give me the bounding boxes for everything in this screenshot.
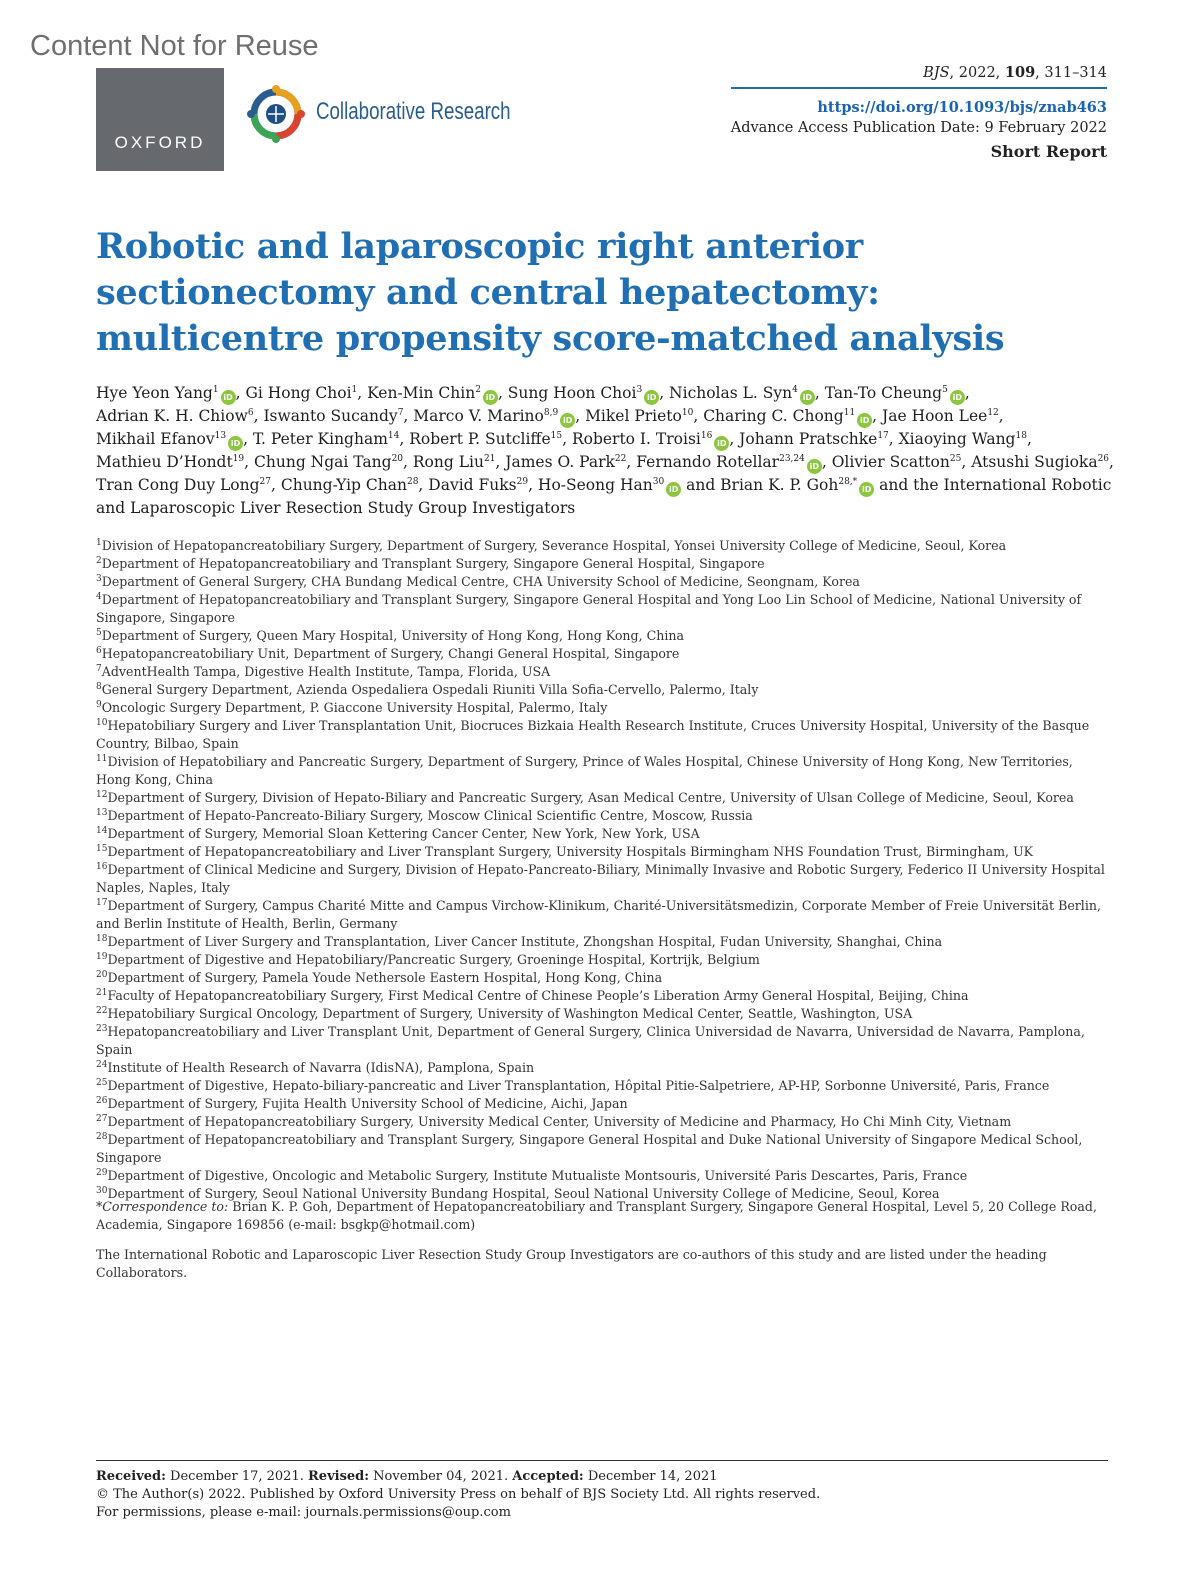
affiliation-text: Hepatopancreatobiliary and Liver Transplant Unit, Department of General Surgery, Clinica Universidad de Navarra, Universidad de Navarra, Pamplona, Spain bbox=[96, 1024, 1085, 1057]
affiliation-item bbox=[96, 951, 1108, 969]
author-affiliation-marker: 10 bbox=[681, 407, 694, 418]
author-affiliation-marker: 4 bbox=[792, 384, 798, 395]
accepted-label: Accepted: bbox=[512, 1469, 584, 1484]
author-name: James O. Park bbox=[505, 453, 615, 471]
affiliation-number: 13 bbox=[96, 807, 108, 818]
affiliation-item bbox=[96, 897, 1108, 933]
affiliation-item bbox=[96, 933, 1108, 951]
affiliation-text: Hepatopancreatobiliary Unit, Department of Surgery, Changi General Hospital, Singapore bbox=[101, 646, 680, 661]
affiliation-text: Institute of Health Research of Navarra (IdisNA), Pamplona, Spain bbox=[107, 1060, 535, 1075]
footer bbox=[96, 1468, 1108, 1522]
received-date: December 17, 2021. bbox=[165, 1469, 308, 1484]
author-affiliation-marker: 1 bbox=[212, 384, 219, 395]
affiliation-item bbox=[96, 1077, 1108, 1095]
affiliation-number: 1 bbox=[96, 537, 102, 548]
doi-link[interactable]: https://doi.org/10.1093/bjs/znab463 bbox=[817, 99, 1107, 116]
author-affiliation-marker: 30 bbox=[652, 476, 665, 487]
revised-date: November 04, 2021. bbox=[369, 1469, 513, 1484]
author-name: Charing C. Chong bbox=[703, 407, 844, 425]
affiliation-number: 23 bbox=[96, 1023, 108, 1034]
affiliation-text: Department of Hepatopancreatobiliary and Transplant Surgery, Singapore General Hospital and Yong Loo Lin School of Medicine, National University of Singapore, Singapore bbox=[96, 592, 1082, 625]
affiliation-text: Department of Hepatopancreatobiliary and Transplant Surgery, Singapore General Hospital and Duke National University of Singapore Medical School, Singapore bbox=[96, 1132, 1083, 1165]
author-affiliation-marker: 1 bbox=[351, 384, 358, 395]
author-separator: , bbox=[961, 453, 972, 471]
affiliation-item bbox=[96, 1113, 1108, 1131]
copyright: © The Author(s) 2022. Published by Oxford University Press on behalf of BJS Society Ltd. All rights reserved. bbox=[96, 1487, 821, 1502]
author-separator: , bbox=[418, 476, 429, 494]
author-affiliation-marker: 12 bbox=[987, 407, 999, 418]
author-name: Mikel Prieto bbox=[585, 407, 682, 425]
affiliation-item bbox=[96, 807, 1108, 825]
affiliation-item bbox=[96, 1167, 1108, 1185]
author-separator: , bbox=[872, 407, 883, 425]
author-name: Robert P. Sutcliffe bbox=[409, 430, 551, 448]
author-name: Iswanto Sucandy bbox=[263, 407, 398, 425]
author-name: Ho-Seong Han bbox=[537, 476, 653, 494]
author-name: Tan-To Cheung bbox=[824, 384, 943, 402]
affiliation-number: 5 bbox=[96, 627, 102, 638]
affiliation-text: General Surgery Department, Azienda Ospedaliera Ospedali Riuniti Villa Sofia-Cervello, Palermo, Italy bbox=[101, 682, 759, 697]
author-separator: , bbox=[528, 476, 538, 494]
orcid-icon[interactable]: iD bbox=[950, 390, 965, 405]
affiliation-number: 9 bbox=[96, 699, 102, 710]
affiliation-number: 20 bbox=[96, 969, 108, 980]
affiliation-text: Department of Surgery, Fujita Health University School of Medicine, Aichi, Japan bbox=[107, 1096, 628, 1111]
affiliation-text: Department of Surgery, Division of Hepato-Biliary and Pancreatic Surgery, Asan Medical Centre, University of Ulsan College of Medicine, Seoul, Korea bbox=[107, 790, 1074, 805]
author-separator: , bbox=[403, 453, 413, 471]
affiliation-text: Department of Surgery, Seoul National University Bundang Hospital, Seoul National University College of Medicine, Seoul, Korea bbox=[107, 1186, 940, 1201]
affiliation-number: 28 bbox=[96, 1131, 108, 1142]
author-name: Fernando Rotellar bbox=[636, 453, 780, 471]
affiliation-item bbox=[96, 591, 1108, 627]
affiliation-list bbox=[96, 537, 1108, 1203]
affiliation-item bbox=[96, 627, 1108, 645]
orcid-icon[interactable]: iD bbox=[560, 413, 575, 428]
author-affiliation-marker: 18 bbox=[1015, 430, 1027, 441]
footer-divider bbox=[96, 1460, 1108, 1461]
affiliation-number: 22 bbox=[96, 1005, 108, 1016]
author-line bbox=[96, 382, 1106, 405]
citation-year: , 2022, bbox=[949, 65, 1005, 81]
author-affiliation-marker: 29 bbox=[516, 476, 529, 487]
affiliation-text: Department of Hepatopancreatobiliary and Transplant Surgery, Singapore General Hospital, Singapore bbox=[101, 556, 765, 571]
author-name: Mikhail Efanov bbox=[96, 430, 215, 448]
author-name: Atsushi Sugioka bbox=[971, 453, 1098, 471]
orcid-icon[interactable]: iD bbox=[807, 459, 822, 474]
author-separator: , bbox=[495, 453, 506, 471]
accepted-date: December 14, 2021 bbox=[583, 1469, 718, 1484]
author-name: Sung Hoon Choi bbox=[507, 384, 637, 402]
affiliation-text: Department of Hepatopancreatobiliary and Liver Transplant Surgery, University Hospitals Birmingham NHS Foundation Trust, Birmingham, UK bbox=[107, 844, 1034, 859]
author-affiliation-marker: 7 bbox=[397, 407, 404, 418]
author-separator: , bbox=[693, 407, 704, 425]
affiliation-item bbox=[96, 1023, 1108, 1059]
citation-pages: , 311–314 bbox=[1035, 65, 1107, 81]
affiliation-item bbox=[96, 681, 1108, 699]
affiliation-text: Department of Digestive and Hepatobiliary/Pancreatic Surgery, Groeninge Hospital, Kortrijk, Belgium bbox=[107, 952, 760, 967]
orcid-icon[interactable]: iD bbox=[228, 436, 243, 451]
author-name: Jae Hoon Lee bbox=[882, 407, 988, 425]
affiliation-text: Department of Digestive, Oncologic and Metabolic Surgery, Institute Mutualiste Montsouris, Université Paris Descartes, Paris, France bbox=[107, 1168, 968, 1183]
affiliation-text: AdventHealth Tampa, Digestive Health Institute, Tampa, Florida, USA bbox=[101, 664, 551, 679]
author-separator: and the International Robotic bbox=[874, 476, 1112, 494]
orcid-icon[interactable]: iD bbox=[800, 390, 815, 405]
affiliation-item bbox=[96, 861, 1108, 897]
orcid-icon[interactable]: iD bbox=[221, 390, 236, 405]
author-name: Roberto I. Troisi bbox=[571, 430, 701, 448]
affiliation-item bbox=[96, 573, 1108, 591]
permissions: For permissions, please e-mail: journals.permissions@oup.com bbox=[96, 1505, 511, 1520]
author-separator: , bbox=[253, 407, 264, 425]
author-name: Gi Hong Choi bbox=[245, 384, 352, 402]
orcid-icon[interactable]: iD bbox=[857, 413, 872, 428]
affiliation-number: 8 bbox=[96, 681, 102, 692]
article-dates bbox=[96, 1468, 1108, 1486]
author-name: Xiaoying Wang bbox=[898, 430, 1016, 448]
author-affiliation-marker: 22 bbox=[614, 453, 627, 464]
author-affiliation-marker: 23,24 bbox=[779, 453, 805, 464]
author-line bbox=[96, 405, 1106, 428]
affiliation-number: 27 bbox=[96, 1113, 108, 1124]
author-name: Marco V. Marino bbox=[413, 407, 544, 425]
author-affiliation-marker: 17 bbox=[877, 430, 889, 441]
affiliation-number: 24 bbox=[96, 1059, 108, 1070]
citation-volume: 109 bbox=[1004, 64, 1036, 81]
affiliation-item bbox=[96, 1059, 1108, 1077]
author-separator: , bbox=[729, 430, 740, 448]
author-affiliation-marker: 5 bbox=[942, 384, 948, 395]
affiliation-number: 29 bbox=[96, 1167, 108, 1178]
affiliation-item bbox=[96, 555, 1108, 573]
affiliation-item bbox=[96, 699, 1108, 717]
author-separator: , bbox=[562, 430, 572, 448]
author-name: Hye Yeon Yang bbox=[96, 384, 213, 402]
journal-info bbox=[731, 64, 1107, 161]
author-line bbox=[96, 451, 1114, 474]
author-separator: , bbox=[271, 476, 281, 494]
author-list bbox=[96, 382, 1114, 520]
affiliation-number: 26 bbox=[96, 1095, 108, 1106]
author-separator: , bbox=[888, 430, 899, 448]
author-name: Johann Pratschke bbox=[739, 430, 878, 448]
collaborators-note: The International Robotic and Laparoscopic Liver Resection Study Group Investigators are co-authors of this study and are listed under the heading Collaborators. bbox=[96, 1247, 1047, 1280]
author-affiliation-marker: 19 bbox=[232, 453, 245, 464]
author-separator: , bbox=[998, 407, 1004, 425]
author-separator: , bbox=[399, 430, 410, 448]
author-separator: , bbox=[821, 453, 832, 471]
affiliation-text: Department of Surgery, Campus Charité Mitte and Campus Virchow-Klinikum, Charité-Universitätsmedizin, Corporate Member of Freie Universität Berlin, and Berlin Institute of Health, Berlin, Germany bbox=[96, 898, 1101, 931]
collaborative-research-label: Collaborative Research bbox=[316, 98, 511, 125]
author-name: Chung Ngai Tang bbox=[254, 453, 392, 471]
author-affiliation-marker: 21 bbox=[483, 453, 496, 464]
author-affiliation-marker: 25 bbox=[949, 453, 962, 464]
affiliation-item bbox=[96, 1005, 1108, 1023]
author-name: Rong Liu bbox=[412, 453, 484, 471]
journal-name: BJS bbox=[923, 65, 950, 81]
affiliation-item bbox=[96, 717, 1108, 753]
affiliation-text: Department of Digestive, Hepato-biliary-pancreatic and Liver Transplantation, Hôpital Pitie-Salpetriere, AP-HP, Sorbonne Université, Paris, France bbox=[107, 1078, 1050, 1093]
affiliation-text: Department of General Surgery, CHA Bundang Medical Centre, CHA University School of Medicine, Seongnam, Korea bbox=[101, 574, 860, 589]
affiliation-number: 16 bbox=[96, 861, 108, 872]
affiliation-number: 11 bbox=[96, 753, 108, 764]
author-name: and Laparoscopic Liver Resection Study Group Investigators bbox=[96, 499, 576, 517]
affiliation-text: Faculty of Hepatopancreatobiliary Surgery, First Medical Centre of Chinese People’s Liberation Army General Hospital, Beijing, China bbox=[107, 988, 969, 1003]
author-name: Olivier Scatton bbox=[831, 453, 950, 471]
correspondence-label: *Correspondence to: bbox=[96, 1199, 229, 1214]
orcid-icon[interactable]: iD bbox=[666, 482, 681, 497]
affiliation-item bbox=[96, 789, 1108, 807]
author-name: Tran Cong Duy Long bbox=[96, 476, 260, 494]
author-affiliation-marker: 6 bbox=[247, 407, 254, 418]
author-separator: and bbox=[681, 476, 721, 494]
author-affiliation-marker: 11 bbox=[843, 407, 856, 418]
author-affiliation-marker: 20 bbox=[391, 453, 404, 464]
correspondence bbox=[96, 1198, 1108, 1234]
author-line bbox=[96, 428, 1106, 451]
watermark-text: Content Not for Reuse bbox=[30, 30, 319, 62]
author-affiliation-marker: 2 bbox=[475, 384, 481, 395]
affiliation-number: 4 bbox=[96, 591, 102, 602]
affiliation-number: 19 bbox=[96, 951, 108, 962]
affiliation-number: 17 bbox=[96, 897, 108, 908]
affiliation-number: 21 bbox=[96, 987, 108, 998]
affiliation-item bbox=[96, 987, 1108, 1005]
affiliation-number: 7 bbox=[96, 663, 102, 674]
affiliation-number: 18 bbox=[96, 933, 108, 944]
author-separator: , bbox=[357, 384, 368, 402]
affiliation-number: 10 bbox=[96, 717, 108, 728]
affiliation-text: Hepatobiliary Surgical Oncology, Department of Surgery, University of Washington Medical Center, Seattle, Washington, USA bbox=[107, 1006, 913, 1021]
author-name: Chung-Yip Chan bbox=[280, 476, 407, 494]
author-name: David Fuks bbox=[428, 476, 517, 494]
author-separator: , bbox=[243, 430, 253, 448]
received-label: Received: bbox=[96, 1469, 166, 1484]
affiliation-number: 12 bbox=[96, 789, 108, 800]
correspondence-text: Brian K. P. Goh, Department of Hepatopancreatobiliary and Transplant Surgery, Singapore General Hospital, Level 5, 20 College Road, Academia, Singapore 169856 (e-mail: bsgkp@hotmail.com) bbox=[96, 1199, 1097, 1232]
author-separator: , bbox=[626, 453, 637, 471]
author-separator: , bbox=[964, 384, 970, 402]
advance-access-date: Advance Access Publication Date: 9 February 2022 bbox=[730, 120, 1107, 136]
author-line bbox=[96, 474, 1112, 497]
author-affiliation-marker: 13 bbox=[214, 430, 227, 441]
article-type: Short Report bbox=[990, 142, 1107, 161]
affiliation-item bbox=[96, 1095, 1108, 1113]
revised-label: Revised: bbox=[308, 1469, 370, 1484]
affiliation-text: Department of Hepatopancreatobiliary Surgery, University Medical Center, University of Medicine and Pharmacy, Ho Chi Minh City, Vietnam bbox=[107, 1114, 1012, 1129]
affiliation-item bbox=[96, 1131, 1108, 1167]
collaborative-research-globe-icon bbox=[246, 84, 306, 144]
author-affiliation-marker: 27 bbox=[259, 476, 271, 487]
affiliation-item bbox=[96, 843, 1108, 861]
affiliation-number: 3 bbox=[96, 573, 102, 584]
affiliation-text: Department of Surgery, Queen Mary Hospital, University of Hong Kong, Hong Kong, China bbox=[101, 628, 685, 643]
affiliation-number: 15 bbox=[96, 843, 108, 854]
affiliation-text: Hepatobiliary Surgery and Liver Transplantation Unit, Biocruces Bizkaia Health Research Institute, Cruces University Hospital, University of the Basque Country, Bilbao, Spain bbox=[96, 718, 1090, 751]
oxford-logo bbox=[96, 68, 224, 171]
author-affiliation-marker: 28,* bbox=[838, 476, 858, 487]
author-separator: , bbox=[403, 407, 414, 425]
author-affiliation-marker: 3 bbox=[636, 384, 643, 395]
author-separator: , bbox=[1026, 430, 1032, 448]
author-name: Adrian K. H. Chiow bbox=[96, 407, 248, 425]
author-affiliation-marker: 26 bbox=[1097, 453, 1110, 464]
author-separator: , bbox=[1109, 453, 1114, 471]
citation bbox=[731, 64, 1107, 89]
author-affiliation-marker: 16 bbox=[700, 430, 713, 441]
affiliation-text: Division of Hepatopancreatobiliary Surgery, Department of Surgery, Severance Hospital, Yonsei University College of Medicine, Seoul, Korea bbox=[101, 538, 1007, 553]
orcid-icon[interactable]: iD bbox=[859, 482, 874, 497]
orcid-icon[interactable]: iD bbox=[714, 436, 729, 451]
affiliation-text: Department of Liver Surgery and Transplantation, Liver Cancer Institute, Zhongshan Hospital, Fudan University, Shanghai, China bbox=[107, 934, 943, 949]
affiliation-text: Department of Surgery, Memorial Sloan Kettering Cancer Center, New York, New York, USA bbox=[107, 826, 700, 841]
affiliation-item bbox=[96, 825, 1108, 843]
author-affiliation-marker: 8,9 bbox=[543, 407, 559, 418]
author-line bbox=[96, 497, 1106, 520]
affiliation-item bbox=[96, 645, 1108, 663]
author-affiliation-marker: 15 bbox=[550, 430, 563, 441]
affiliation-item bbox=[96, 753, 1108, 789]
affiliation-item bbox=[96, 537, 1108, 555]
author-affiliation-marker: 14 bbox=[387, 430, 400, 441]
affiliation-text: Division of Hepatobiliary and Pancreatic Surgery, Department of Surgery, Prince of Wales Hospital, Chinese University of Hong Kong, New Territories, Hong Kong, China bbox=[96, 754, 1073, 787]
affiliation-text: Department of Hepato-Pancreato-Biliary Surgery, Moscow Clinical Scientific Centre, Moscow, Russia bbox=[107, 808, 753, 823]
affiliation-number: 14 bbox=[96, 825, 108, 836]
author-name: Ken-Min Chin bbox=[367, 384, 476, 402]
author-affiliation-marker: 28 bbox=[406, 476, 419, 487]
affiliation-text: Department of Clinical Medicine and Surgery, Division of Hepato-Pancreato-Biliary, Minimally Invasive and Robotic Surgery, Federico II University Hospital Naples, Naples, Italy bbox=[96, 862, 1105, 895]
affiliation-item bbox=[96, 663, 1108, 681]
affiliation-number: 2 bbox=[96, 555, 102, 566]
affiliation-text: Oncologic Surgery Department, P. Giaccone University Hospital, Palermo, Italy bbox=[101, 700, 608, 715]
author-separator: , bbox=[497, 384, 508, 402]
author-separator: , bbox=[575, 407, 586, 425]
author-separator: , bbox=[244, 453, 255, 471]
affiliation-number: 30 bbox=[96, 1185, 108, 1196]
affiliation-item bbox=[96, 969, 1108, 987]
author-name: T. Peter Kingham bbox=[252, 430, 388, 448]
author-name: Nicholas L. Syn bbox=[669, 384, 793, 402]
affiliation-text: Department of Surgery, Pamela Youde Nethersole Eastern Hospital, Hong Kong, China bbox=[107, 970, 663, 985]
affiliation-number: 25 bbox=[96, 1077, 108, 1088]
author-separator: , bbox=[235, 384, 246, 402]
orcid-icon[interactable]: iD bbox=[483, 390, 498, 405]
author-separator: , bbox=[814, 384, 825, 402]
author-name: Mathieu D’Hondt bbox=[96, 453, 233, 471]
article-title: Robotic and laparoscopic right anterior sectionectomy and central hepatectomy: multicentre propensity score-matched analysis bbox=[96, 226, 1005, 359]
orcid-icon[interactable]: iD bbox=[644, 390, 659, 405]
author-name: Brian K. P. Goh bbox=[720, 476, 839, 494]
affiliation-number: 6 bbox=[96, 645, 102, 656]
author-separator: , bbox=[659, 384, 670, 402]
oxford-logo-text: OXFORD bbox=[114, 133, 206, 152]
